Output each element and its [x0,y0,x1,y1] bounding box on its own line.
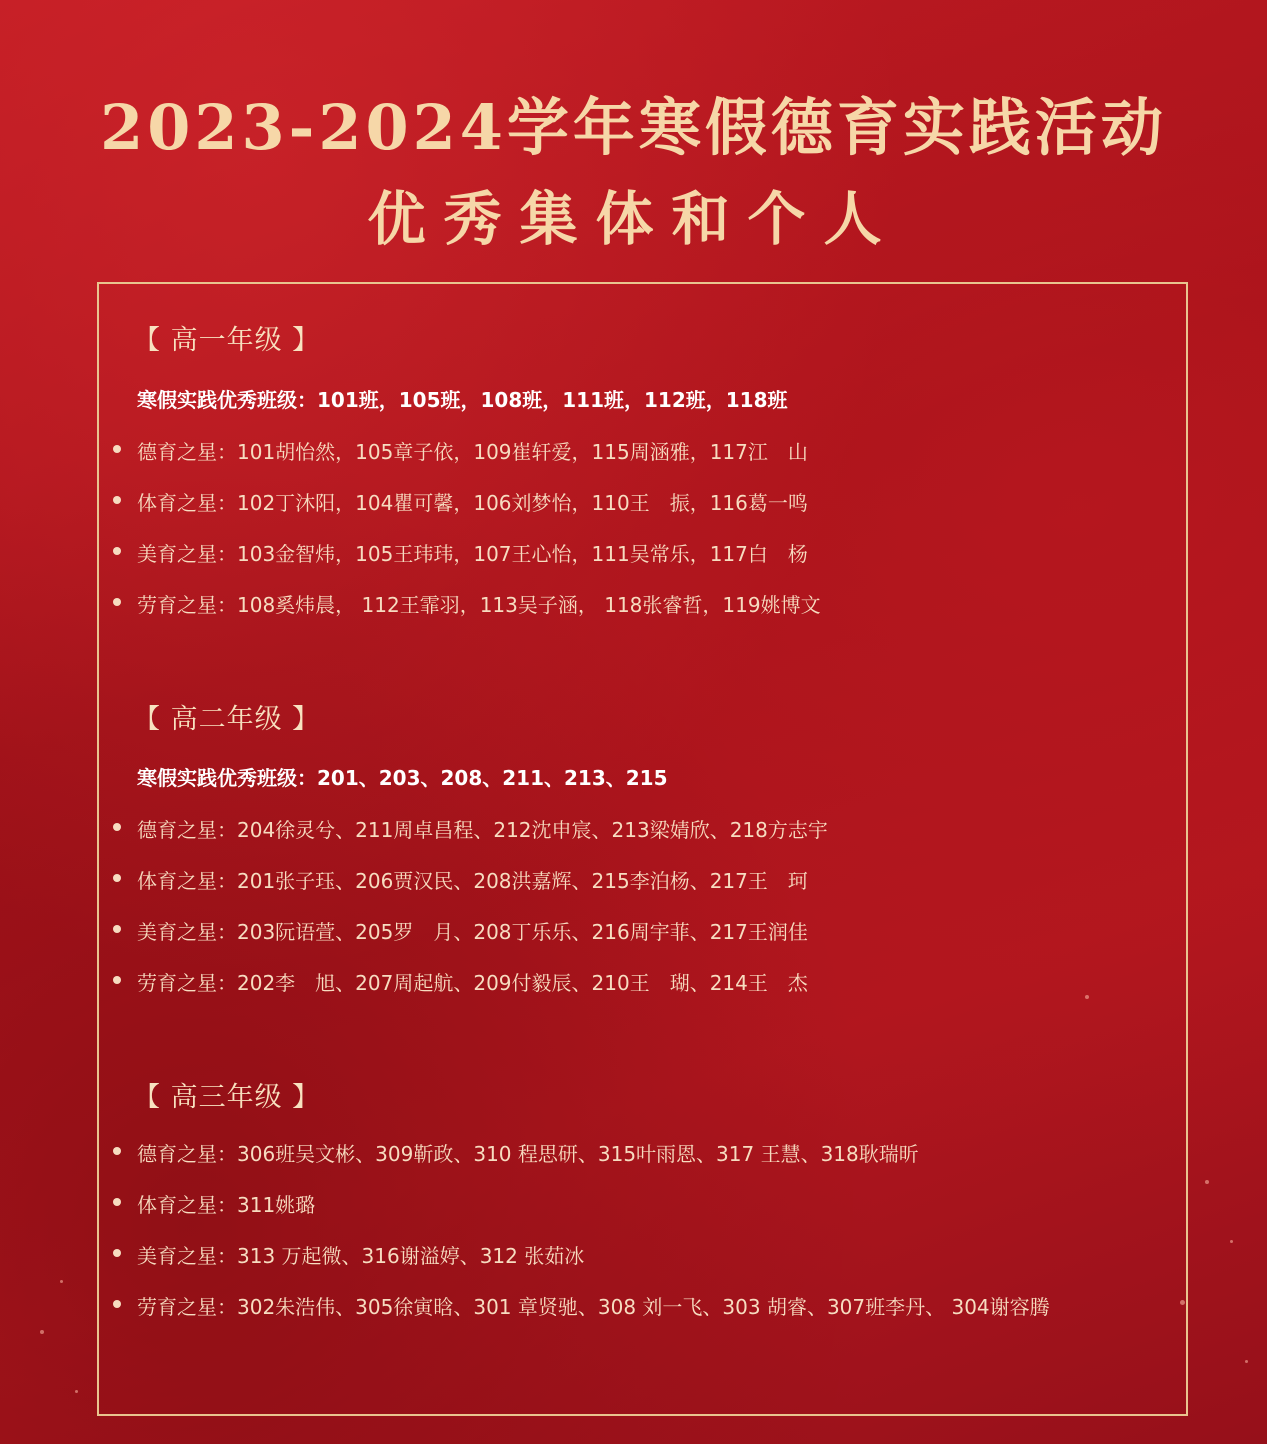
list-item: 劳育之星：108奚炜晨， 112王霏羽，113吴子涵， 118张睿哲，119姚博文 [137,593,821,617]
grade-heading-1: 【 高一年级 】 [133,325,321,356]
list-item: 美育之星：313 万起微、316谢溢婷、312 张茹冰 [137,1244,585,1268]
bullet-icon [113,1249,121,1257]
bullet-icon [113,823,121,831]
bullet-icon [113,976,121,984]
list-item: 体育之星：201张子珏、206贾汉民、208洪嘉辉、215李泊杨、217王 珂 [137,869,808,893]
grade-heading-3: 【 高三年级 】 [133,1082,321,1113]
list-item: 体育之星：311姚璐 [137,1193,316,1217]
list-item: 美育之星：103金智炜，105王玮玮，107王心怡，111吴常乐，117白 杨 [137,542,808,566]
bullet-icon [113,925,121,933]
grade-heading-2: 【 高二年级 】 [133,704,321,735]
bullet-icon [113,496,121,504]
bullet-icon [113,1198,121,1206]
excellent-classes-2: 寒假实践优秀班级：201、203、208、211、213、215 [137,766,668,790]
list-item: 劳育之星：302朱浩伟、305徐寅晗、301 章贤驰、308 刘一飞、303 胡睿、307班李丹、 304谢容腾 [137,1295,1050,1319]
list-item: 劳育之星：202李 旭、207周起航、209付毅辰、210王 瑚、214王 杰 [137,971,808,995]
decorative-speck [75,1390,78,1393]
bullet-icon [113,874,121,882]
list-item: 德育之星：204徐灵兮、211周卓昌程、212沈申宸、213梁婧欣、218方志宇 [137,818,828,842]
page-subtitle: 优秀集体和个人 [367,185,900,253]
decorative-speck [1245,1360,1248,1363]
decorative-speck [60,1280,63,1283]
list-item: 德育之星：101胡怡然，105章子依，109崔轩爱，115周涵雅，117江 山 [137,440,808,464]
page-title: 2023-2024学年寒假德育实践活动 [100,91,1167,164]
decorative-speck [1205,1180,1209,1184]
decorative-speck [40,1330,44,1334]
bullet-icon [113,445,121,453]
excellent-classes-1: 寒假实践优秀班级：101班，105班，108班，111班，112班，118班 [137,388,788,412]
list-item: 体育之星：102丁沐阳，104瞿可馨，106刘梦怡，110王 振，116葛一鸣 [137,491,808,515]
list-item: 美育之星：203阮语萱、205罗 月、208丁乐乐、216周宇菲、217王润佳 [137,920,808,944]
decorative-speck [1230,1240,1233,1243]
bullet-icon [113,547,121,555]
bullet-icon [113,1147,121,1155]
list-item: 德育之星：306班吴文彬、309靳政、310 程思研、315叶雨恩、317 王慧、318耿瑞昕 [137,1142,919,1166]
bullet-icon [113,1300,121,1308]
bullet-icon [113,598,121,606]
